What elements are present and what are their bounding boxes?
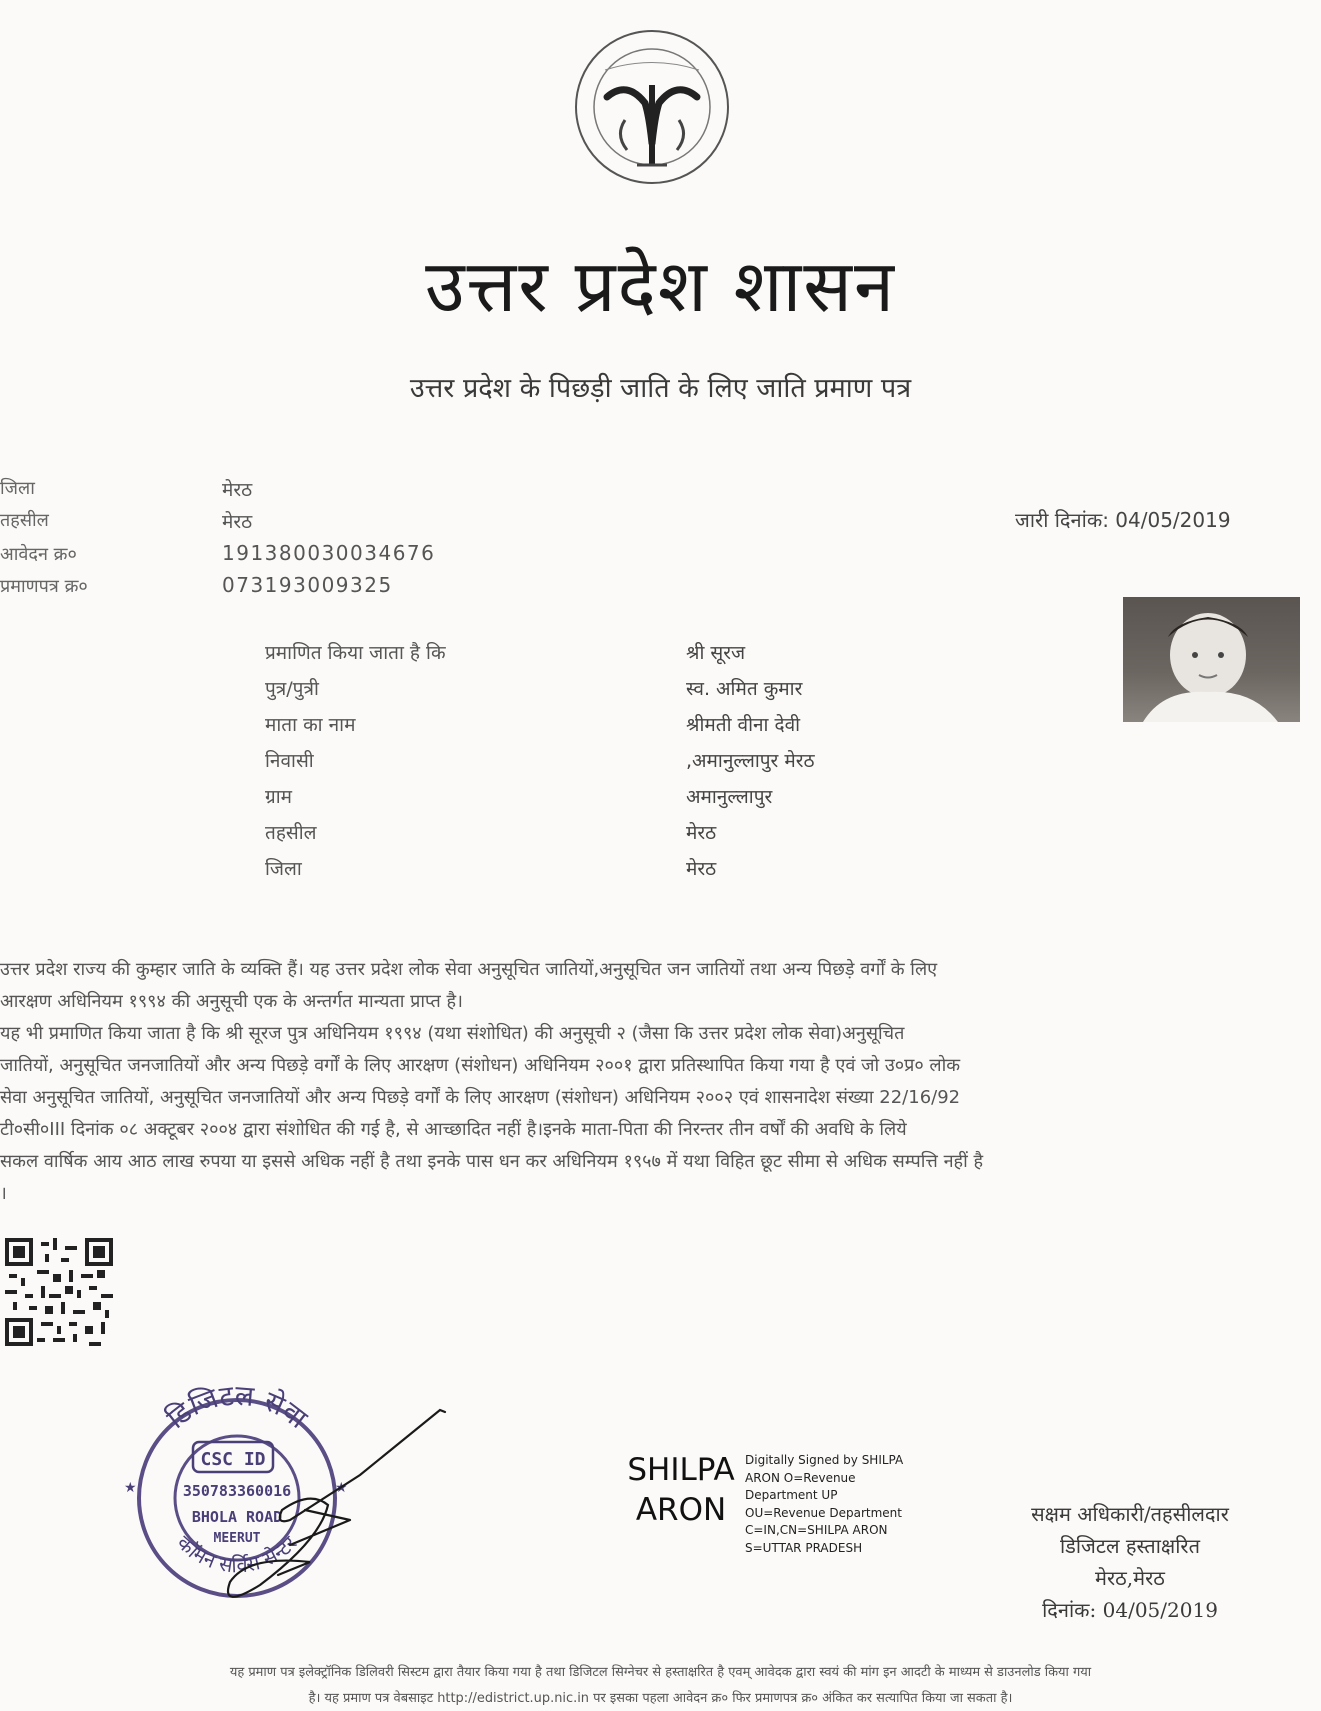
body-line: सेवा अनुसूचित जातियों, अनुसूचित जनजातियों और अन्य पिछड़े वर्गों के लिए आरक्षण (संशोधन) अधिनियम २००२ एवं शासनादेश संख्या 22/16/92 [0,1087,961,1108]
signatory-name: SHILPA ARON [627,1452,735,1528]
page-title: उत्तर प्रदेश शासन [425,244,896,328]
stamp-id-value: 350783360016 [182,1482,292,1500]
person-label-certified: प्रमाणित किया जाता है कि [265,642,446,664]
stamp-top-text: डिजिटल सेवा [160,1378,314,1436]
officer-place: मेरठ,मेरठ [1095,1566,1165,1590]
up-government-emblem [565,25,740,185]
person-label-district: जिला [265,858,302,880]
qr-code [5,1238,113,1346]
stamp-bottom-text: कॉमन सर्विस सेन्टर [172,1530,302,1578]
stamp-id-label: CSC ID [200,1449,266,1470]
body-line: सकल वार्षिक आय आठ लाख रुपया या इससे अधिक नहीं है तथा इनके पास धन कर अधिनियम १९५७ में यथा विहित छूट सीमा से अधिक सम्पत्ति नहीं है [0,1151,984,1172]
officer-date-label: दिनांक [1042,1598,1090,1622]
footer-note: यह प्रमाण पत्र इलेक्ट्रॉनिक डिलिवरी सिस्टम द्वारा तैयार किया गया है तथा डिजिटल सिग्नेचर से हस्ताक्षरित है एवम् आवेदक द्वारा स्वयं की मांग इन आदटी के माध्यम से डाउनलोड किया गया [229,1665,1092,1680]
person-label-village: ग्राम [265,786,292,808]
officer-title: सक्षम अधिकारी/तहसीलदार [1031,1502,1229,1526]
body-line: उत्तर प्रदेश राज्य की कुम्हार जाति के व्यक्ति हैं। यह उत्तर प्रदेश लोक सेवा अनुसूचित जातियों,अनुसूचित जन जातियों तथा अन्य पिछड़े वर्गों के लिए [0,959,938,980]
meta-label-application-no: आवेदन क्र० [0,544,77,565]
person-label-parent: पुत्र/पुत्री [265,678,319,700]
officer-date: दिनांक: 04/05/2019 [1042,1598,1218,1622]
svg-text:★: ★ [124,1480,137,1496]
meta-value-application-no: 191380030034676 [222,541,436,565]
meta-label-tehsil: तहसील [0,510,49,531]
meta-value-certificate-no: 073193009325 [222,573,393,597]
applicant-photo-image [1123,597,1300,722]
person-label-tehsil: तहसील [265,822,317,844]
footer-verification: है। यह प्रमाण पत्र वेबसाइट http://edistrict.up.nic.in पर इसका पहला आवेदन क्र० फिर प्रमाणपत्र क्र० अंकित कर सत्यापित किया जा सकता है। [308,1691,1013,1706]
csc-stamp [110,1370,460,1620]
body-line: जातियों, अनुसूचित जनजातियों और अन्य पिछड़े वर्गों के लिए आरक्षण (संशोधन) अधिनियम २००१ द्वारा प्रतिस्थापित किया गया है एवं जो उ०प्र० लोक [0,1055,961,1076]
issue-date: जारी दिनांक: 04/05/2019 [1015,508,1231,532]
issue-date-label: जारी दिनांक [1015,508,1103,532]
meta-label-district: जिला [0,478,35,499]
stamp-address-1: BHOLA ROAD [191,1508,283,1526]
person-value-district: मेरठ [686,858,717,880]
stamp-address-2: MEERUT [213,1531,261,1546]
officer-signed: डिजिटल हस्ताक्षरित [1060,1534,1200,1558]
digital-signature-details: Digitally Signed by SHILPA ARON O=Revenue Department UP OU=Revenue Department C=IN,CN=SHILPA ARON S=UTTAR PRADESH [745,1453,904,1555]
certificate-subtitle: उत्तर प्रदेश के पिछड़ी जाति के लिए जाति प्रमाण पत्र [409,373,912,404]
svg-text:डिजिटल सेवा [160,1379,314,1436]
person-value-tehsil: मेरठ [686,822,717,844]
person-label-resident: निवासी [265,750,314,772]
body-line: । [0,1183,7,1204]
person-value-name: श्री सूरज [686,642,746,664]
body-line: यह भी प्रमाणित किया जाता है कि श्री सूरज पुत्र अधिनियम १९९४ (यथा संशोधित) की अनुसूची २ (जैसा कि उत्तर प्रदेश लोक सेवा)अनुसूचित [0,1023,905,1044]
body-line: टी०सी०III दिनांक ०८ अक्टूबर २००४ द्वारा संशोधित की गई है, से आच्छादित नहीं है।इनके माता-पिता की निरन्तर तीन वर्षों की अवधि के लिये [0,1119,907,1140]
person-label-mother: माता का नाम [265,714,356,736]
meta-label-certificate-no: प्रमाणपत्र क्र० [0,576,88,597]
person-value-parent: स्व. अमित कुमार [686,678,803,700]
svg-text:★: ★ [335,1480,348,1496]
meta-value-district: मेरठ [222,479,253,501]
issue-date-value: 04/05/2019 [1115,508,1231,532]
person-value-resident: ,अमानुल्लापुर मेरठ [686,750,815,772]
body-line: आरक्षण अधिनियम १९९४ की अनुसूची एक के अन्तर्गत मान्यता प्राप्त है। [0,991,463,1012]
meta-value-tehsil: मेरठ [222,511,253,533]
person-value-village: अमानुल्लापुर [686,786,773,808]
officer-date-value: 04/05/2019 [1102,1598,1218,1622]
person-value-mother: श्रीमती वीना देवी [686,714,801,736]
applicant-photo [1123,597,1300,722]
